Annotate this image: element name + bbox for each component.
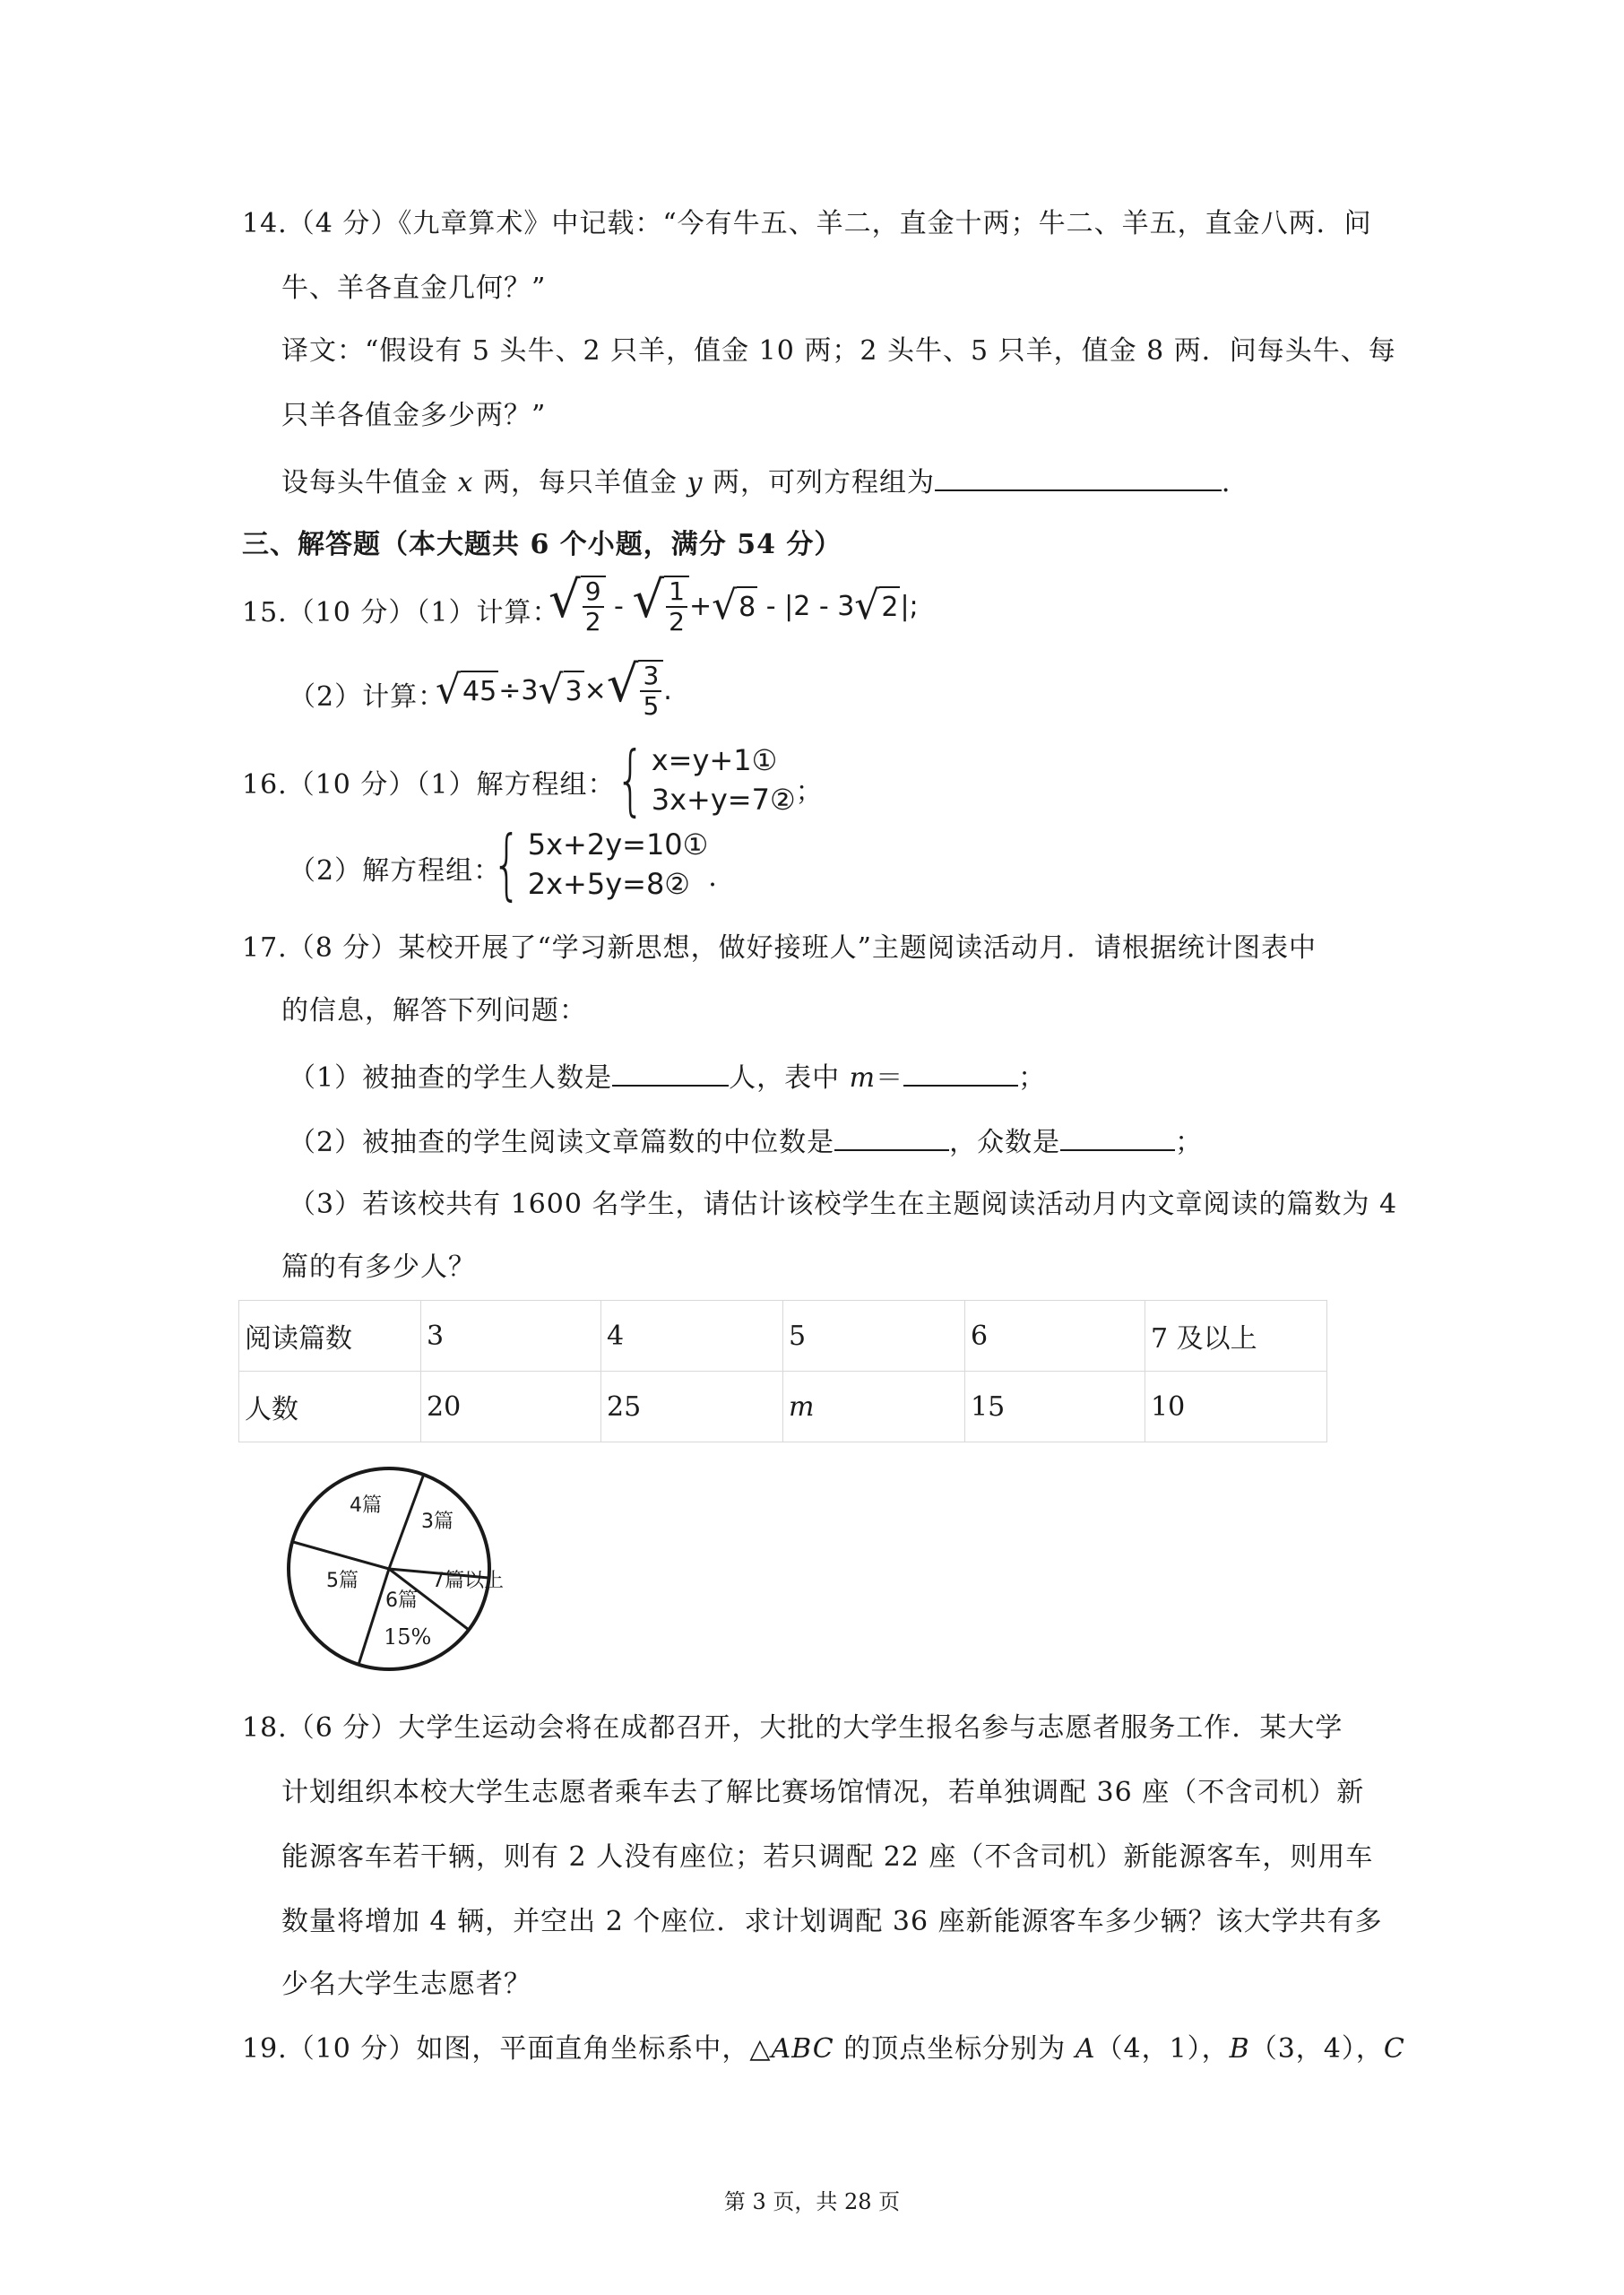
q19-text-c: （4，1）， xyxy=(1095,2033,1230,2065)
q14-text-b: 两，每只羊值金 xyxy=(473,467,687,498)
left-brace-icon: { xyxy=(491,819,522,909)
sqrt-8: √ 8 xyxy=(712,583,756,628)
var-m: m xyxy=(849,1062,877,1094)
sqrt-9-over-2: √ $\frac{9}{2}$ xyxy=(549,576,606,637)
answer-blank-median[interactable] xyxy=(834,1122,949,1151)
sqrt-3-over-5: √ $\frac{3}{5}$ xyxy=(607,660,664,721)
pie-label-6: 6篇 xyxy=(385,1589,418,1612)
q16-prefix: 16.（10 分）（1）解方程组： xyxy=(242,769,616,801)
system-end: ； xyxy=(795,776,823,808)
equation-1: x=y+1① xyxy=(651,743,778,777)
pie-divider xyxy=(293,1542,389,1569)
var-y: y xyxy=(687,467,704,498)
page-footer: 第 3 页，共 28 页 xyxy=(723,2189,901,2214)
times-sign: × xyxy=(583,674,607,706)
pie-label-5: 5篇 xyxy=(326,1570,358,1592)
table-cell: 15 xyxy=(965,1372,1145,1442)
pie-chart xyxy=(278,1454,511,1687)
q15-prefix: 15.（10 分）（1）计算： xyxy=(242,597,560,628)
q14-end: ． xyxy=(1222,467,1250,498)
q14-line2: 牛、羊各直金几何？” xyxy=(281,273,547,304)
equation-system-1 xyxy=(606,735,823,825)
section-heading: 三、解答题（本大题共 6 个小题，满分 54 分） xyxy=(242,529,842,560)
answer-blank-mode[interactable] xyxy=(1060,1122,1175,1151)
table-cell: 20 xyxy=(421,1372,601,1442)
q18-line3: 能源客车若干辆，则有 2 人没有座位；若只调配 22 座（不含司机）新能源客车，则用车 xyxy=(281,1841,1374,1873)
point-b: B xyxy=(1229,2033,1250,2065)
q17-line2: 的信息，解答下列问题： xyxy=(281,995,587,1026)
q14-text-a: 设每头牛值金 xyxy=(281,467,458,498)
answer-blank[interactable] xyxy=(935,463,1222,491)
sqrt-1-over-2: √ $\frac{1}{2}$ xyxy=(632,576,689,637)
q19-line1 xyxy=(242,2031,1405,2067)
denominator: 2 xyxy=(669,607,685,637)
pie-label-4: 4篇 xyxy=(350,1494,382,1517)
equation-2: 2x+5y=8② xyxy=(527,867,690,901)
q17-p2-end: ； xyxy=(1175,1127,1204,1158)
q17-part3-line1: （3）若该校共有 1600 名学生，请估计该校学生在主题阅读活动月内文章阅读的篇数为 4 xyxy=(289,1189,1398,1220)
q17-part1 xyxy=(289,1058,1046,1096)
q18-line1: 18.（6 分）大学生运动会将在成都召开，大批的大学生报名参与志愿者服务工作．某大学 xyxy=(242,1712,1343,1744)
q14-line1: 14.（4 分）《九章算术》中记载：“今有牛五、羊二，直金十两；牛二、羊五，直金八两．问 xyxy=(242,208,1372,239)
table-cell: 6 xyxy=(965,1301,1145,1372)
q17-p2-text-a: （2）被抽查的学生阅读文章篇数的中位数是 xyxy=(289,1127,835,1158)
q14-line3: 译文：“假设有 5 头牛、2 只羊，值金 10 两；2 头牛、5 只羊，值金 8 两．问每头牛、每 xyxy=(281,335,1396,367)
pie-divider xyxy=(358,1569,389,1665)
sqrt-45: √ 45 xyxy=(436,667,497,713)
equation-1: 5x+2y=10① xyxy=(527,827,709,862)
minus-sign: - xyxy=(605,590,633,622)
table-cell: 10 xyxy=(1145,1372,1327,1442)
abs-part: - |2 - 3 xyxy=(757,590,855,622)
table-cell: 阅读篇数 xyxy=(239,1301,421,1372)
left-brace-icon: { xyxy=(615,735,645,825)
formula-end: . xyxy=(663,674,672,706)
q14-line5 xyxy=(281,463,1249,501)
numerator: 1 xyxy=(666,577,687,608)
denominator: 2 xyxy=(584,607,601,637)
pie-divider xyxy=(389,1474,424,1569)
q17-line1: 17.（8 分）某校开展了“学习新思想，做好接班人”主题阅读活动月．请根据统计图表中 xyxy=(242,932,1317,964)
table-cell: 7 及以上 xyxy=(1145,1301,1327,1372)
table-cell: 25 xyxy=(601,1372,783,1442)
q18-line5: 少名大学生志愿者？ xyxy=(281,1969,531,2000)
q19-text-b: 的顶点坐标分别为 xyxy=(834,2033,1075,2065)
table-row xyxy=(239,1301,1327,1372)
q17-p1-eq: ＝ xyxy=(876,1062,904,1094)
q17-part2 xyxy=(289,1122,1203,1161)
sqrt-3: √ 3 xyxy=(538,667,583,713)
equation-system-2 xyxy=(482,819,736,909)
point-a: A xyxy=(1075,2033,1096,2065)
point-c: C xyxy=(1383,2033,1405,2065)
data-table xyxy=(238,1300,1327,1442)
table-cell: 4 xyxy=(601,1301,783,1372)
q18-line4: 数量将增加 4 辆，并空出 2 个座位．求计划调配 36 座新能源客车多少辆？该大学共有多 xyxy=(281,1906,1383,1937)
q19-text-a: 19.（10 分）如图，平面直角坐标系中，△ xyxy=(242,2033,772,2065)
q17-p1-text-b: 人，表中 xyxy=(729,1062,850,1094)
q18-line2: 计划组织本校大学生志愿者乘车去了解比赛场馆情况，若单独调配 36 座（不含司机）新 xyxy=(281,1777,1365,1808)
numerator: 3 xyxy=(640,662,661,692)
q19-text-d: （3，4）， xyxy=(1249,2033,1384,2065)
system-end: ． xyxy=(708,862,736,893)
q14-line4: 只羊各值金多少两？” xyxy=(281,400,547,431)
q17-part3-line2: 篇的有多少人？ xyxy=(281,1251,476,1283)
table-cell: 5 xyxy=(783,1301,965,1372)
q16-part2-prefix: （2）解方程组： xyxy=(289,855,502,887)
table-cell: 人数 xyxy=(239,1372,421,1442)
pie-label-7-plus: 7篇以上 xyxy=(432,1570,504,1592)
equation-2: 3x+y=7② xyxy=(651,783,796,817)
table-row xyxy=(239,1372,1327,1442)
q15-formula-1 xyxy=(549,571,919,637)
q17-p1-text-a: （1）被抽查的学生人数是 xyxy=(289,1062,613,1094)
answer-blank-m[interactable] xyxy=(903,1058,1018,1087)
abs-end: |; xyxy=(900,590,919,622)
triangle-name: ABC xyxy=(771,2033,834,2065)
pie-label-3: 3篇 xyxy=(421,1511,454,1533)
table-cell: m xyxy=(783,1372,965,1442)
var-x: x xyxy=(457,467,474,498)
table-cell: 3 xyxy=(421,1301,601,1372)
q15-formula-2 xyxy=(436,655,672,721)
pie-percent-label: 15% xyxy=(384,1624,432,1650)
divide-3: ÷3 xyxy=(498,674,539,706)
denominator: 5 xyxy=(643,691,660,721)
q17-p1-end: ； xyxy=(1018,1062,1047,1094)
q17-p2-text-b: ，众数是 xyxy=(949,1127,1061,1158)
plus-sign: + xyxy=(688,590,713,622)
q15-part2-prefix: （2）计算： xyxy=(289,681,446,713)
sqrt-2: √ 2 xyxy=(854,583,899,628)
answer-blank-count[interactable] xyxy=(612,1058,729,1087)
numerator: 9 xyxy=(583,577,604,608)
q14-text-c: 两，可列方程组为 xyxy=(703,467,936,498)
